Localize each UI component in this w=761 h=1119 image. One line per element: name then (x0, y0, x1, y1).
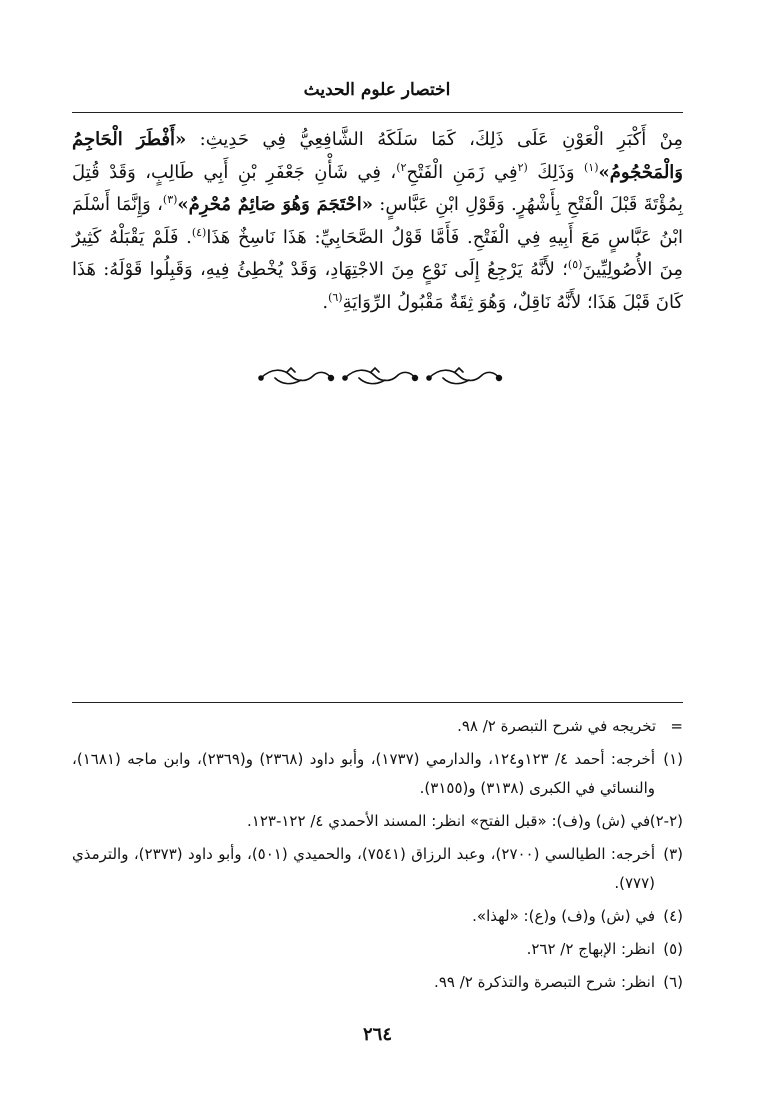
footnote-continuation-mark: = (670, 717, 683, 735)
footnote-text: في (ش) و(ف) و(ع): «لهذا». (472, 907, 655, 925)
footnote-number: (٦) (663, 973, 683, 991)
footnote-number: (٥) (663, 940, 683, 958)
footnote-text: أخرجه: الطيالسي (٢٧٠٠)، وعبد الرزاق (٧٥٤١)، والحميدي (٥٠١)، وأبو داود (٢٣٧٣)، والترمذي (٧٧٧). (72, 845, 655, 892)
footnote-number: (٤) (663, 907, 683, 925)
footnote-number: (٣) (663, 845, 683, 863)
header-rule (72, 112, 683, 113)
text-segment: فِي زَمَنِ الْفَتْحِ (406, 161, 518, 183)
text-segment: ، فِي شَأْنِ جَعْفَرِ بْنِ أَبِي طَالِبٍ، وَقَدْ قُتِلَ بِمُؤْتَةَ قَبْلَ الْفَتْحِ بِأَشْهُرٍ. وَقَوْلِ ابْنِ عَبَّاسٍ: (72, 161, 683, 215)
hadith-quote: «احْتَجَمَ وَهُوَ صَائِمٌ مُحْرِمٌ» (177, 194, 374, 215)
footnote-ref[interactable]: (١) (583, 160, 599, 174)
footnote-4 (72, 902, 683, 931)
flourish-icon (259, 368, 333, 384)
footnote-1 (72, 745, 683, 803)
footnote-ref[interactable]: ٢) (396, 160, 407, 174)
floral-divider-icon (257, 366, 503, 388)
footnote-text: في (ش) و(ف): «قبل الفتح» انظر: المسند الأحمدي ٤/ ١٢٢-١٢٣. (247, 812, 651, 830)
footnote-3 (72, 840, 683, 898)
text-segment: ؛ لأَنَّهُ يَرْجِعُ إِلَى نَوْعٍ مِنَ الاجْتِهَادِ، وَقَدْ يُخْطِئُ فِيهِ، وَقَبِلُوا قَوْلَهُ: هَذَا كَانَ قَبْلَ هَذَا؛ لأَنَّهُ نَاقِلٌ، وَهُوَ ثِقَةٌ مَقْبُولُ الرِّوَايَةِ (72, 259, 683, 313)
text-segment: . (322, 291, 329, 313)
flourish-icon (427, 368, 501, 384)
footnote-ref[interactable]: (٢ (517, 160, 528, 174)
footnotes-section (72, 712, 683, 1001)
text-segment: ، وَإِنَّمَا أَسْلَمَ ابْنُ عَبَّاسٍ مَعَ أَبِيهِ فِي الْفَتْحِ. فَأَمَّا قَوْلُ الصَّحَابِيِّ: هَذَا نَاسِخٌ هَذَا (72, 194, 683, 248)
text-segment: . فَلَمْ يَقْبَلْهُ كَثِيرٌ مِنَ الأُصُولِيِّينَ (72, 226, 683, 280)
text-segment: مِنْ أَكْبَرِ الْعَوْنِ عَلَى ذَلِكَ، كَمَا سَلَكَهُ الشَّافِعِيُّ فِي حَدِيثِ: (186, 129, 683, 150)
footnote-text: أخرجه: أحمد ٤/ ١٢٣و١٢٤، والدارمي (١٧٣٧)، وأبو داود (٢٣٦٨) و(٢٣٦٩)، وابن ماجه (١٦٨١)، والنسائي في الكبرى (٣١٣٨) و(٣١٥٥). (72, 750, 655, 797)
flourish-icon (343, 368, 417, 384)
footnote-text: تخريجه في شرح التبصرة ٢/ ٩٨. (457, 717, 657, 735)
footnote-text: انظر: الإبهاج ٢/ ٢٦٢. (526, 940, 655, 958)
main-text (72, 124, 683, 319)
footnote-ref[interactable]: (٤) (191, 225, 207, 239)
footnote-separator (72, 702, 683, 703)
footnote-5 (72, 935, 683, 964)
footnote-ref[interactable]: (٦) (328, 290, 343, 304)
footnote-continuation (72, 712, 683, 741)
text-segment: وَذَلِكَ (527, 161, 584, 183)
footnote-number: (١) (663, 750, 683, 768)
footnote-6 (72, 968, 683, 997)
footnote-number: (٢-٢) (649, 812, 683, 830)
body-paragraph (72, 124, 683, 319)
running-title: اختصار علوم الحديث (303, 80, 451, 100)
footnote-text: انظر: شرح التبصرة والتذكرة ٢/ ٩٩. (434, 973, 655, 991)
footnote-ref[interactable]: (٣) (162, 193, 178, 206)
footnote-ref[interactable]: (٥) (567, 258, 583, 271)
footnote-2 (72, 807, 683, 836)
page-number: ٢٦٤ (362, 1024, 392, 1045)
hadith-quote: «أَفْطَرَ الْحَاجِمُ وَالْمَحْجُومُ» (72, 129, 683, 183)
